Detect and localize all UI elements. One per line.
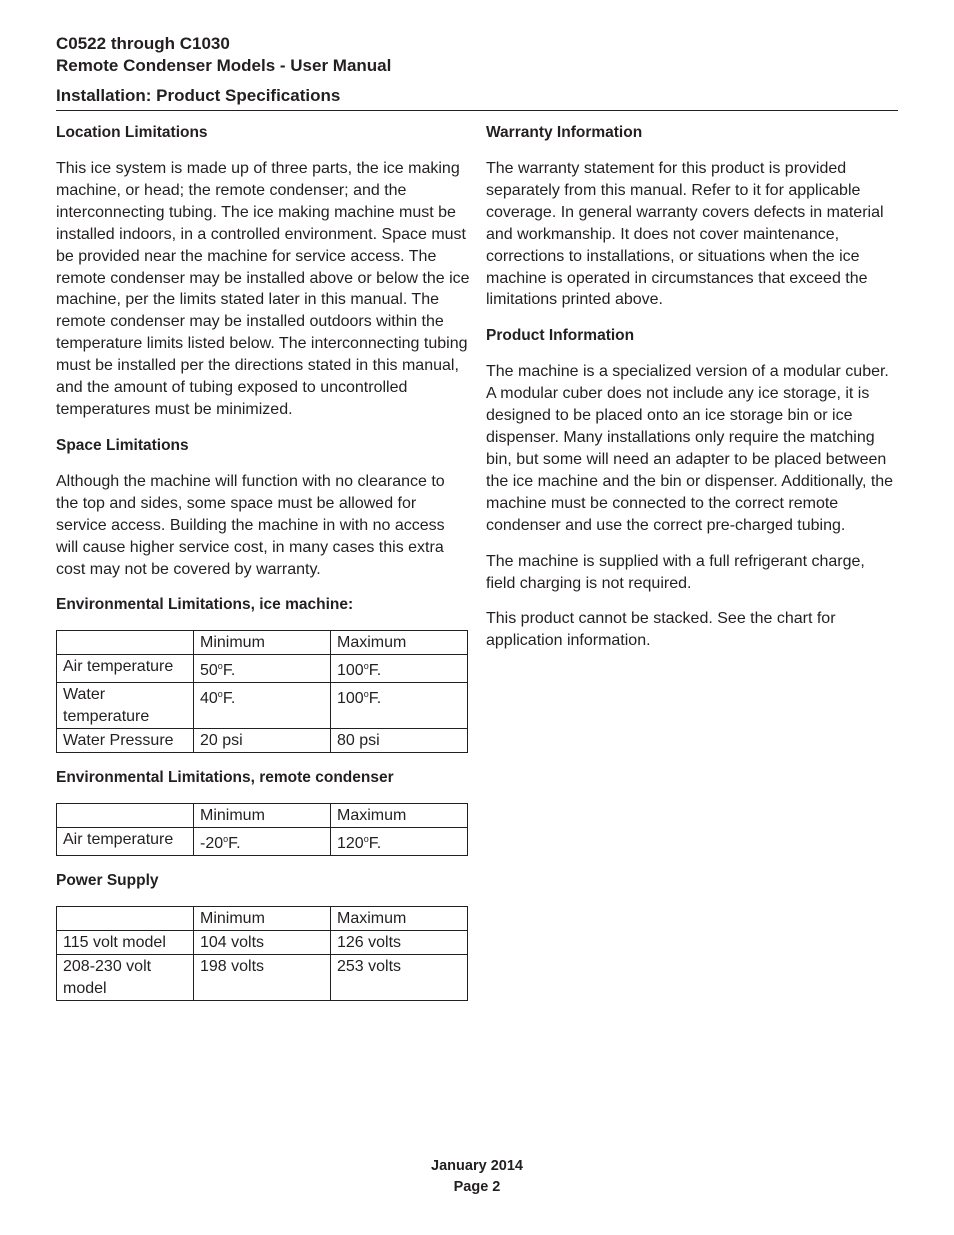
row-label: Water Pressure xyxy=(57,729,194,753)
page-header xyxy=(56,33,898,107)
table-row xyxy=(57,828,468,856)
table-header-row xyxy=(57,631,468,655)
page-number: Page 2 xyxy=(453,1179,501,1195)
footer-date: January 2014 xyxy=(431,1158,523,1174)
table-row xyxy=(57,955,468,1001)
table-cell xyxy=(57,631,194,655)
stacking-note-text: This product cannot be stacked. See the chart for application information. xyxy=(486,610,836,650)
min-value: 198 volts xyxy=(194,955,331,1001)
table-row xyxy=(57,931,468,955)
min-value: 50$^o$F. xyxy=(194,655,331,683)
max-value: 80 psi xyxy=(331,729,468,753)
table-header-row xyxy=(57,907,468,931)
max-value: 253 volts xyxy=(331,955,468,1001)
refrigerant-charge-text: The machine is supplied with a full refrigerant charge, field charging is not required. xyxy=(486,552,865,592)
warranty-text: The warranty statement for this product is provided separately from this manual. Refer to it for applicable coverage. In general warranty covers defects in material and workmanship. It does not cover maintenance, corrections to installations, or situations when the ice machine is operated in circumstances that exceed the limitations printed above. xyxy=(486,160,884,309)
env-ice-machine-heading: Environmental Limitations, ice machine: xyxy=(56,596,354,614)
section-title: Installation: Product Specifications xyxy=(56,86,341,105)
table-header-cell: Maximum xyxy=(331,907,468,931)
min-value: 104 volts xyxy=(194,931,331,955)
power-supply-table xyxy=(56,906,468,1001)
left-column xyxy=(56,122,470,1001)
location-limitations-text: This ice system is made up of three parts, the ice making machine, or head; the remote condenser; and the interconnecting tubing. The ice making machine must be installed indoors, in a controlled environment. Space must be provided near the machine for service access. The remote condenser may be installed above or below the ice machine, per the limits stated later in this manual. The remote condenser may be installed outdoors within the temperature limits listed below. The interconnecting tubing must be installed per the directions stated in this manual, and the amount of tubing exposed to uncontrolled temperatures must be minimized. xyxy=(56,160,470,418)
product-info-text: The machine is a specialized version of a modular cuber. A modular cuber does not include any ice storage, it is designed to be placed onto an ice storage bin or ice dispenser. Many installations only require the matching bin, but some will need an adapter to be placed between the ice machine and the bin or dispenser. Additionally, the machine must be connected to the correct remote condenser and use the correct pre-charged tubing. xyxy=(486,363,894,534)
table-row xyxy=(57,729,468,753)
document-title: Remote Condenser Models - User Manual xyxy=(56,56,392,75)
max-value: 100$^o$F. xyxy=(331,655,468,683)
power-supply-heading: Power Supply xyxy=(56,872,159,890)
right-column xyxy=(486,122,898,652)
space-limitations-text: Although the machine will function with no clearance to the top and sides, some space must be allowed for service access. Building the machine in with no access will cause higher service cost, in many cases this extra cost may not be covered by warranty. xyxy=(56,472,445,578)
row-label: 208-230 volt model xyxy=(57,955,194,1001)
env-ice-machine-table xyxy=(56,630,468,753)
row-label: Water temperature xyxy=(57,683,194,729)
table-header-cell: Minimum xyxy=(194,804,331,828)
min-value: 20 psi xyxy=(194,729,331,753)
max-value: 120$^o$F. xyxy=(331,828,468,856)
env-condenser-heading: Environmental Limitations, remote condenser xyxy=(56,769,394,787)
table-header-cell: Minimum xyxy=(194,907,331,931)
min-value: -20$^o$F. xyxy=(194,828,331,856)
min-value: 40$^o$F. xyxy=(194,683,331,729)
max-value: 100$^o$F. xyxy=(331,683,468,729)
table-row xyxy=(57,683,468,729)
header-divider xyxy=(56,110,898,111)
max-value: 126 volts xyxy=(331,931,468,955)
table-header-cell: Minimum xyxy=(194,631,331,655)
space-limitations-heading: Space Limitations xyxy=(56,436,189,454)
env-condenser-table xyxy=(56,803,468,856)
table-header-cell: Maximum xyxy=(331,631,468,655)
location-limitations-heading: Location Limitations xyxy=(56,124,208,141)
table-header-cell: Maximum xyxy=(331,804,468,828)
page-footer xyxy=(0,1156,954,1198)
table-header-row xyxy=(57,804,468,828)
table-row xyxy=(57,655,468,683)
document-model-range: C0522 through C1030 xyxy=(56,34,230,53)
table-cell xyxy=(57,804,194,828)
product-info-heading: Product Information xyxy=(486,327,635,345)
table-cell xyxy=(57,907,194,931)
row-label: 115 volt model xyxy=(57,931,194,955)
row-label: Air temperature xyxy=(57,655,194,683)
row-label: Air temperature xyxy=(57,828,194,856)
warranty-heading: Warranty Information xyxy=(486,124,643,141)
